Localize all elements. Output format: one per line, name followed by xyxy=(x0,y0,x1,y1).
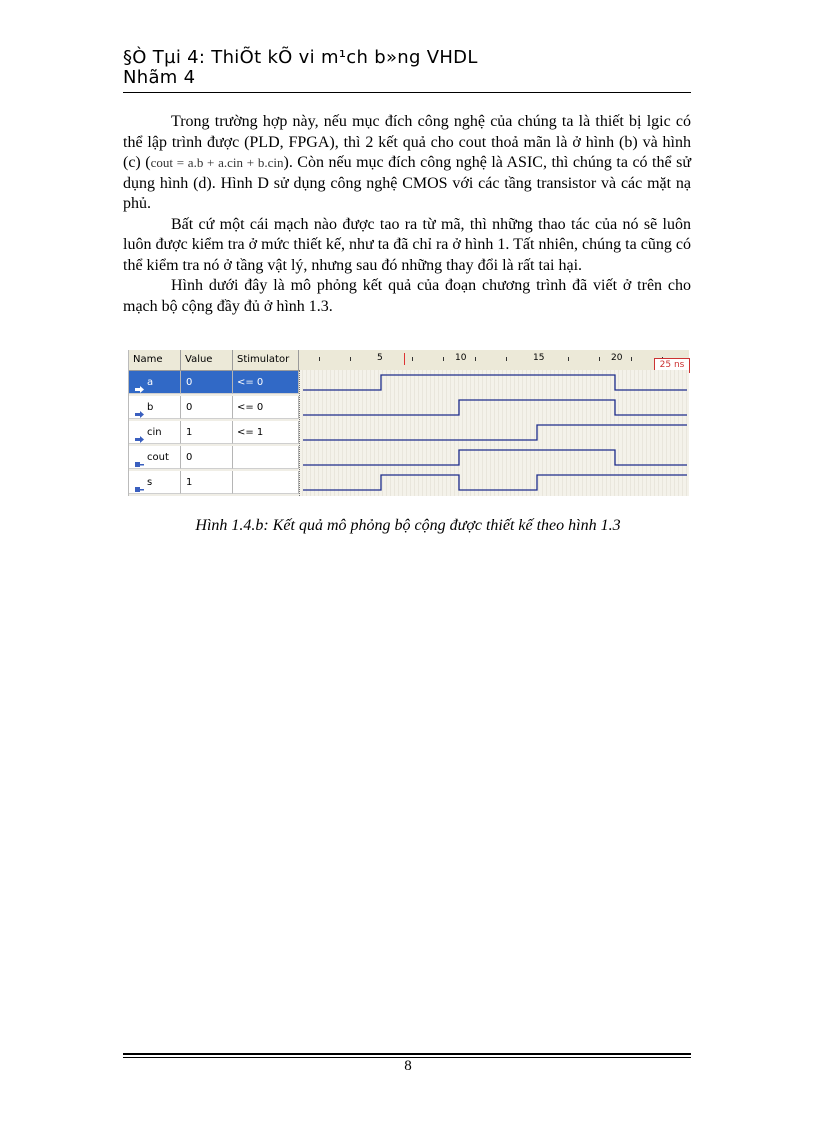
waveform-trace-b xyxy=(303,400,687,415)
footer-rule xyxy=(123,1053,691,1055)
column-stimulator-header[interactable]: Stimulator xyxy=(233,350,299,370)
time-tick xyxy=(412,357,413,361)
time-tick-label: 15 xyxy=(533,353,545,363)
time-tick xyxy=(319,357,320,361)
header-rule xyxy=(123,92,691,93)
column-value-header[interactable]: Value xyxy=(181,350,233,370)
paragraph-1-start: Trong trường hợp này, nếu mục đích công nghệ của chúng ta là thiết bị lgic có thể lập trình được (PLD, FPGA), thì 2 kết quả cho cout thoả mãn là ở hình (b) và hình (c) ( xyxy=(123,113,691,171)
page-header xyxy=(123,48,703,88)
input-port-icon xyxy=(135,429,142,434)
time-ruler[interactable] xyxy=(299,350,689,370)
figure-caption: Hình 1.4.b: Kết quả mô phỏng bộ cộng được thiết kế theo hình 1.3 xyxy=(195,517,621,534)
cout-formula: cout = a.b + a.cin + b.cin xyxy=(150,155,284,170)
time-tick-label: 5 xyxy=(377,353,383,363)
time-tick xyxy=(475,357,476,361)
signal-name[interactable] xyxy=(129,396,181,419)
signal-stimulator[interactable]: <= 1 xyxy=(233,421,299,444)
signal-name-label: a xyxy=(147,377,154,388)
signal-value: 1 xyxy=(181,471,233,494)
signal-name-label: cout xyxy=(147,452,169,463)
paragraph-3: Hình dưới đây là mô phỏng kết quả của đoạn chương trình đã viết ở trên cho mạch bộ cộng đầy đủ ở hình 1.3. xyxy=(123,277,691,315)
signal-name-label: b xyxy=(147,402,154,413)
time-tick-label: 10 xyxy=(455,353,467,363)
signal-name-label: s xyxy=(147,477,153,488)
signal-name[interactable] xyxy=(129,446,181,469)
signal-stimulator[interactable]: <= 0 xyxy=(233,396,299,419)
time-tick-label: 20 xyxy=(611,353,623,363)
signal-value: 1 xyxy=(181,421,233,444)
paragraph-1-end: ). Còn nếu mục đích công nghệ là ASIC, thì chúng ta có thể sử dụng hình (d). Hình D sử dụng công nghệ CMOS với các tầng transistor và các mặt nạ phủ. xyxy=(123,154,691,212)
simulation-waveform xyxy=(128,350,689,496)
time-tick xyxy=(443,357,444,361)
paragraph-1 xyxy=(123,112,691,215)
signal-name-label: cin xyxy=(147,427,162,438)
paragraph-2: Bất cứ một cái mạch nào được tao ra từ mã, thì những thao tác của nó sẽ luôn luôn được kiểm tra ở mức thiết kế, như ta đã chỉ ra ở hình 1. Tất nhiên, chúng ta cũng có thể kiểm tra nó ở tầng vật lý, nhưng sau đó những thay đổi là rất tai hại. xyxy=(123,215,691,274)
time-tick xyxy=(631,357,632,361)
time-tick xyxy=(506,357,507,361)
signal-value: 0 xyxy=(181,446,233,469)
time-tick xyxy=(350,357,351,361)
signal-stimulator[interactable]: <= 0 xyxy=(233,371,299,394)
time-tick xyxy=(568,357,569,361)
waveform-traces xyxy=(299,370,689,496)
time-tick xyxy=(599,357,600,361)
signal-name[interactable] xyxy=(129,471,181,494)
signal-value: 0 xyxy=(181,371,233,394)
column-name-header[interactable]: Name xyxy=(129,350,181,370)
output-port-icon xyxy=(135,479,142,484)
input-port-icon xyxy=(135,379,142,384)
waveform-trace-cout xyxy=(303,450,687,465)
header-title: §Ò Tµi 4: ThiÕt kÕ vi m¹ch b»ng VHDL xyxy=(123,47,478,68)
signal-name[interactable] xyxy=(129,371,181,394)
waveform-trace-a xyxy=(303,375,687,390)
waveform-trace-s xyxy=(303,475,687,490)
signal-stimulator[interactable] xyxy=(233,446,299,469)
body-text xyxy=(123,112,691,317)
waveform-trace-cin xyxy=(303,425,687,440)
signal-name[interactable] xyxy=(129,421,181,444)
waveform-header xyxy=(129,350,689,371)
signal-value: 0 xyxy=(181,396,233,419)
page-number: 8 xyxy=(404,1058,412,1074)
time-readout-badge: 25 ns xyxy=(654,358,690,373)
input-port-icon xyxy=(135,404,142,409)
header-group: Nhãm 4 xyxy=(123,67,196,88)
signal-stimulator[interactable] xyxy=(233,471,299,494)
output-port-icon xyxy=(135,454,142,459)
time-cursor-marker[interactable] xyxy=(404,353,405,365)
